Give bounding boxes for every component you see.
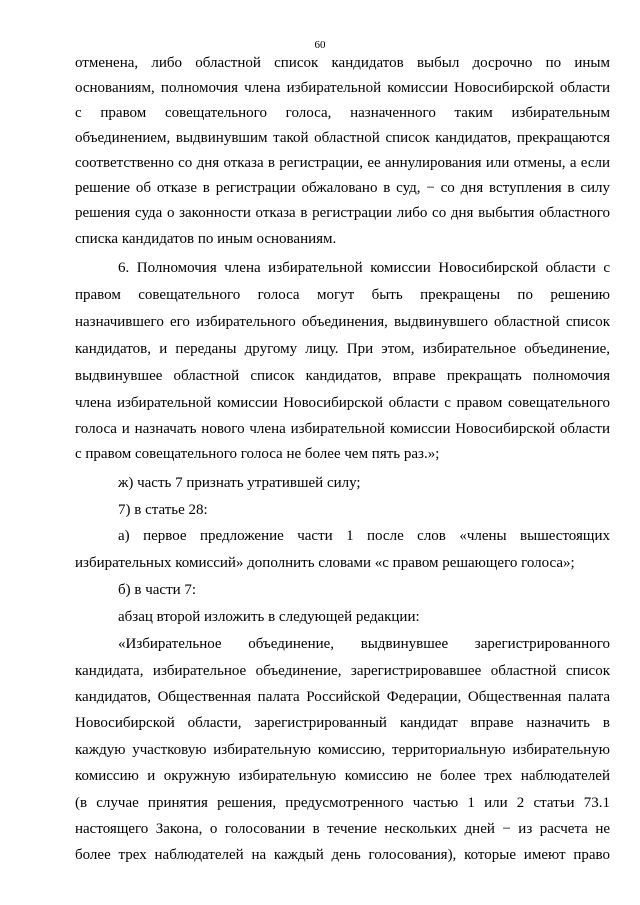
- text-line: 6. Полномочия члена избирательной комиссии Новосибирской области с: [118, 260, 610, 276]
- text-line: назначившего его избирательного объединения, выдвинувшего областной список: [75, 314, 610, 330]
- text-line: кандидата, избирательное объединение, зарегистрировавшее областной список: [75, 663, 610, 679]
- text-line: абзац второй изложить в следующей редакции:: [118, 609, 420, 625]
- text-line: каждую участковую избирательную комиссию, территориальную избирательную: [75, 742, 610, 758]
- text-line: настоящего Закона, о голосовании в течение нескольких дней − из расчета не: [75, 821, 610, 837]
- text-line: с правом совещательного голоса, назначенного таким избирательным: [75, 105, 610, 121]
- text-line: объединением, выдвинувшим такой областной список кандидатов, прекращаются: [75, 130, 610, 146]
- text-line: основаниям, полномочия члена избирательной комиссии Новосибирской области: [75, 80, 610, 96]
- text-line: б) в части 7:: [118, 582, 197, 598]
- text-line: комиссию и окружную избирательную комиссию не более трех наблюдателей: [75, 768, 610, 784]
- text-line: голоса и назначать нового члена избирательной комиссии Новосибирской области: [75, 421, 610, 437]
- text-line: (в случае принятия решения, предусмотренного частью 1 или 2 статьи 73.1: [75, 795, 610, 811]
- text-line: Новосибирской области, зарегистрированный кандидат вправе назначить в: [75, 715, 610, 731]
- text-line: ж) часть 7 признать утратившей силу;: [118, 475, 361, 491]
- text-line: соответственно со дня отказа в регистрации, ее аннулирования или отмены, а если: [75, 155, 610, 171]
- page-number: 60: [314, 39, 326, 51]
- text-line: «Избирательное объединение, выдвинувшее зарегистрированного: [118, 636, 610, 652]
- text-line: решения суда о законности отказа в регистрации либо со дня выбытия областного: [75, 205, 610, 221]
- text-line: выдвинувшее областной список кандидатов, вправе прекращать полномочия: [75, 368, 610, 384]
- text-line: избирательных комиссий» дополнить словами «с правом решающего голоса»;: [75, 555, 575, 571]
- text-line: члена избирательной комиссии Новосибирской области с правом совещательного: [75, 395, 610, 411]
- text-line: кандидатов, и переданы другому лицу. При этом, избирательное объединение,: [75, 341, 610, 357]
- text-line: с правом совещательного голоса не более чем пять раз.»;: [75, 446, 440, 462]
- text-line: кандидатов, Общественная палата Российской Федерации, Общественная палата: [75, 689, 610, 705]
- text-line: правом совещательного голоса могут быть прекращены по решению: [75, 287, 610, 303]
- text-line: а) первое предложение части 1 после слов «члены вышестоящих: [118, 528, 610, 544]
- text-line: списка кандидатов по иным основаниям.: [75, 231, 337, 247]
- text-line: более трех наблюдателей на каждый день голосования), которые имеют право: [75, 847, 610, 863]
- text-line: решение об отказе в регистрации обжаловано в суд, − со дня вступления в силу: [75, 180, 610, 196]
- text-line: 7) в статье 28:: [118, 502, 208, 518]
- text-line: отменена, либо областной список кандидатов выбыл досрочно по иным: [75, 55, 610, 71]
